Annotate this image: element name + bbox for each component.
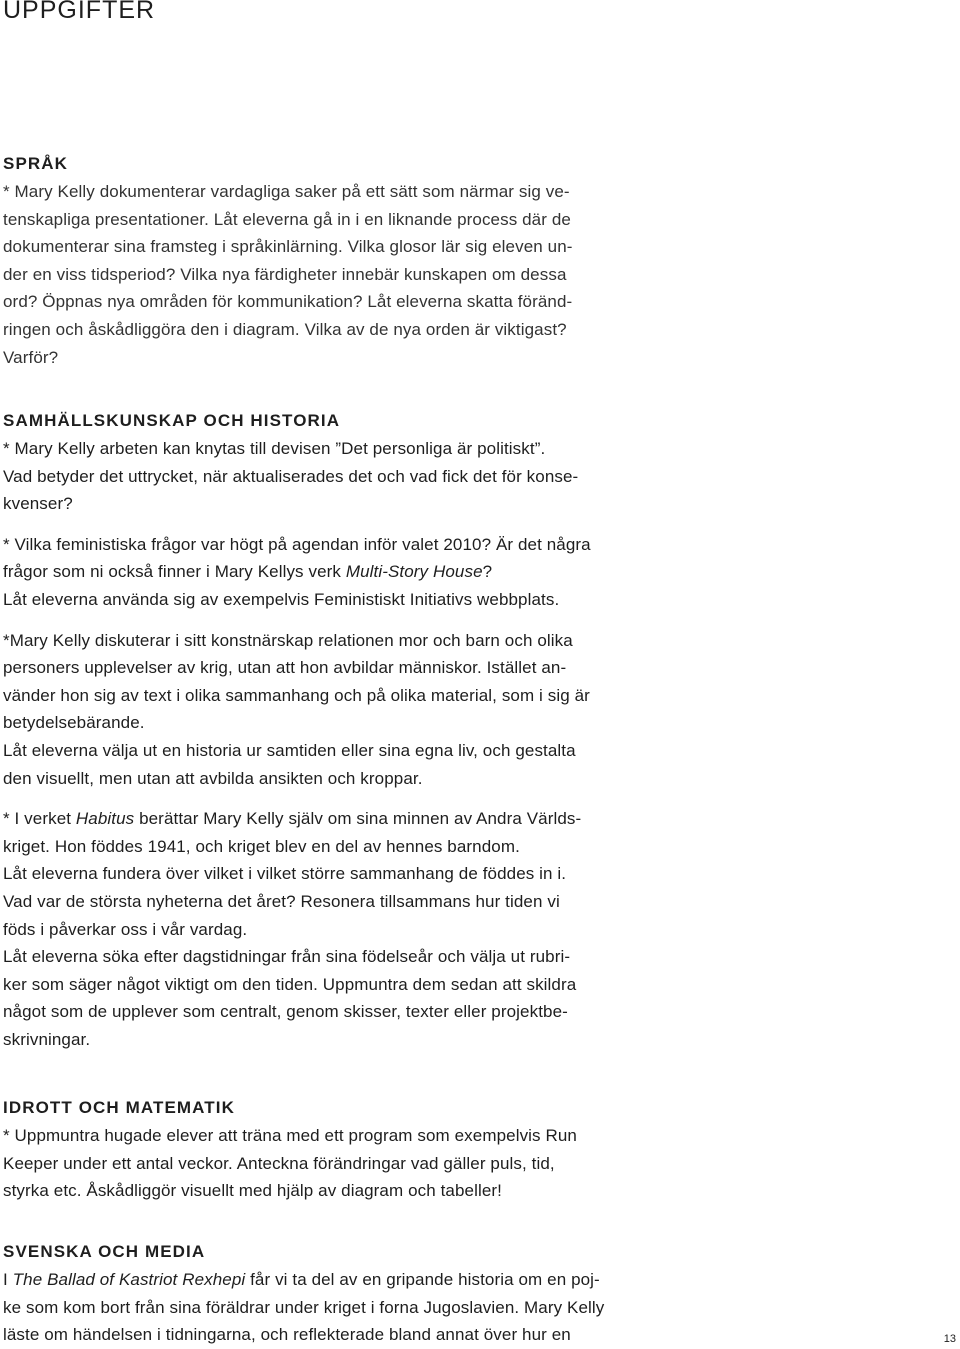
heading-sprak: SPRÅK (3, 154, 69, 173)
text-line: * I verket (3, 809, 76, 829)
text-line: vänder hon sig av text i olika sammanhang och på olika material, som i sig är (3, 685, 590, 705)
paragraph-feministiska (3, 531, 703, 614)
text-line: *Mary Kelly diskuterar i sitt konstnärskap relationen mor och barn och olika (3, 630, 573, 650)
paragraph-sprak (3, 178, 703, 371)
heading-svenska: SVENSKA OCH MEDIA (3, 1242, 206, 1261)
text-line: kriget. Hon föddes 1941, och kriget blev en del av hennes barndom. (3, 836, 520, 856)
paragraph-svenska (3, 1266, 703, 1349)
section-sprak (3, 154, 703, 371)
section-idrott (3, 1098, 703, 1205)
text-line: ? (482, 562, 493, 582)
paragraph-idrott (3, 1122, 703, 1205)
section-samhallskunskap (3, 411, 703, 1053)
section-svenska (3, 1242, 703, 1349)
text-line: * Uppmuntra hugade elever att träna med ett program som exempelvis Run (3, 1126, 577, 1145)
text-line: får vi ta del av en gripande historia om en poj- (245, 1270, 600, 1289)
text-line: Vad betyder det uttrycket, när aktualiserades det och vad fick det för konse- (3, 466, 579, 486)
page-title: UPPGIFTER (3, 0, 156, 24)
text-line: * Vilka feministiska frågor var högt på agendan inför valet 2010? Är det några (3, 534, 591, 554)
text-line: betydelsebärande. (3, 713, 145, 733)
heading-idrott: IDROTT OCH MATEMATIK (3, 1098, 235, 1117)
text-line: * Mary Kelly dokumenterar vardagliga saker på ett sätt som närmar sig ve- (3, 182, 570, 201)
paragraph-devisen (3, 435, 703, 518)
text-line: ker som säger något viktigt om den tiden. Uppmuntra dem sedan att skildra (3, 974, 577, 994)
text-line: der en viss tidsperiod? Vilka nya färdigheter innebär kunskapen om dessa (3, 264, 567, 284)
text-line: kvenser? (3, 494, 73, 514)
work-title: Habitus (75, 809, 135, 829)
text-line: berättar Mary Kelly själv om sina minnen av Andra Världs- (134, 809, 582, 829)
work-title: The Ballad of Kastriot Rexhepi (12, 1270, 246, 1289)
text-line: I (3, 1270, 13, 1289)
text-line: Varför? (3, 347, 59, 367)
paragraph-konstnarskap (3, 627, 703, 793)
text-line: Låt eleverna använda sig av exempelvis Feministiskt Initiativs webbplats. (3, 589, 560, 609)
page-number: 13 (943, 1333, 956, 1345)
text-line: Låt eleverna välja ut en historia ur samtiden eller sina egna liv, och gestalta (3, 740, 576, 760)
text-line: * Mary Kelly arbeten kan knytas till devisen ”Det personliga är politiskt”. (3, 439, 546, 458)
text-line: Keeper under ett antal veckor. Anteckna förändringar vad gäller puls, tid, (3, 1153, 555, 1173)
text-line: Låt eleverna söka efter dagstidningar från sina födelseår och välja ut rubri- (3, 947, 571, 967)
text-line: frågor som ni också finner i Mary Kellys verk (3, 562, 346, 582)
text-line: ord? Öppnas nya områden för kommunikation? Låt eleverna skatta föränd- (3, 292, 573, 312)
heading-samhallskunskap: SAMHÄLLSKUNSKAP OCH HISTORIA (3, 411, 341, 430)
text-line: Låt eleverna fundera över vilket i vilket större sammanhang de föddes in i. (3, 864, 567, 884)
text-line: personers upplevelser av krig, utan att hon avbildar människor. Istället an- (3, 658, 567, 678)
text-line: Vad var de största nyheterna det året? Resonera tillsammans hur tiden vi (3, 891, 560, 911)
paragraph-habitus (3, 805, 703, 1053)
text-line: styrka etc. Åskådliggör visuellt med hjälp av diagram och tabeller! (3, 1181, 502, 1201)
text-line: dokumenterar sina framsteg i språkinlärning. Vilka glosor lär sig eleven un- (3, 237, 573, 257)
text-line: tenskapliga presentationer. Låt eleverna gå in i en liknande process där de (3, 209, 571, 229)
text-line: något som de upplever som centralt, genom skisser, texter eller projektbe- (3, 1002, 568, 1022)
text-line: skrivningar. (3, 1029, 91, 1049)
text-line: läste om händelsen i tidningarna, och reflekterade bland annat över hur en (3, 1325, 571, 1345)
text-line: ke som kom bort från sina föräldrar under kriget i forna Jugoslavien. Mary Kelly (3, 1297, 605, 1317)
work-title: Multi-Story House (345, 562, 483, 582)
text-line: ringen och åskådliggöra den i diagram. Vilka av de nya orden är viktigast? (3, 319, 567, 339)
text-line: den visuellt, men utan att avbilda ansikten och kroppar. (3, 768, 423, 788)
text-line: föds i påverkar oss i vår vardag. (3, 919, 248, 939)
